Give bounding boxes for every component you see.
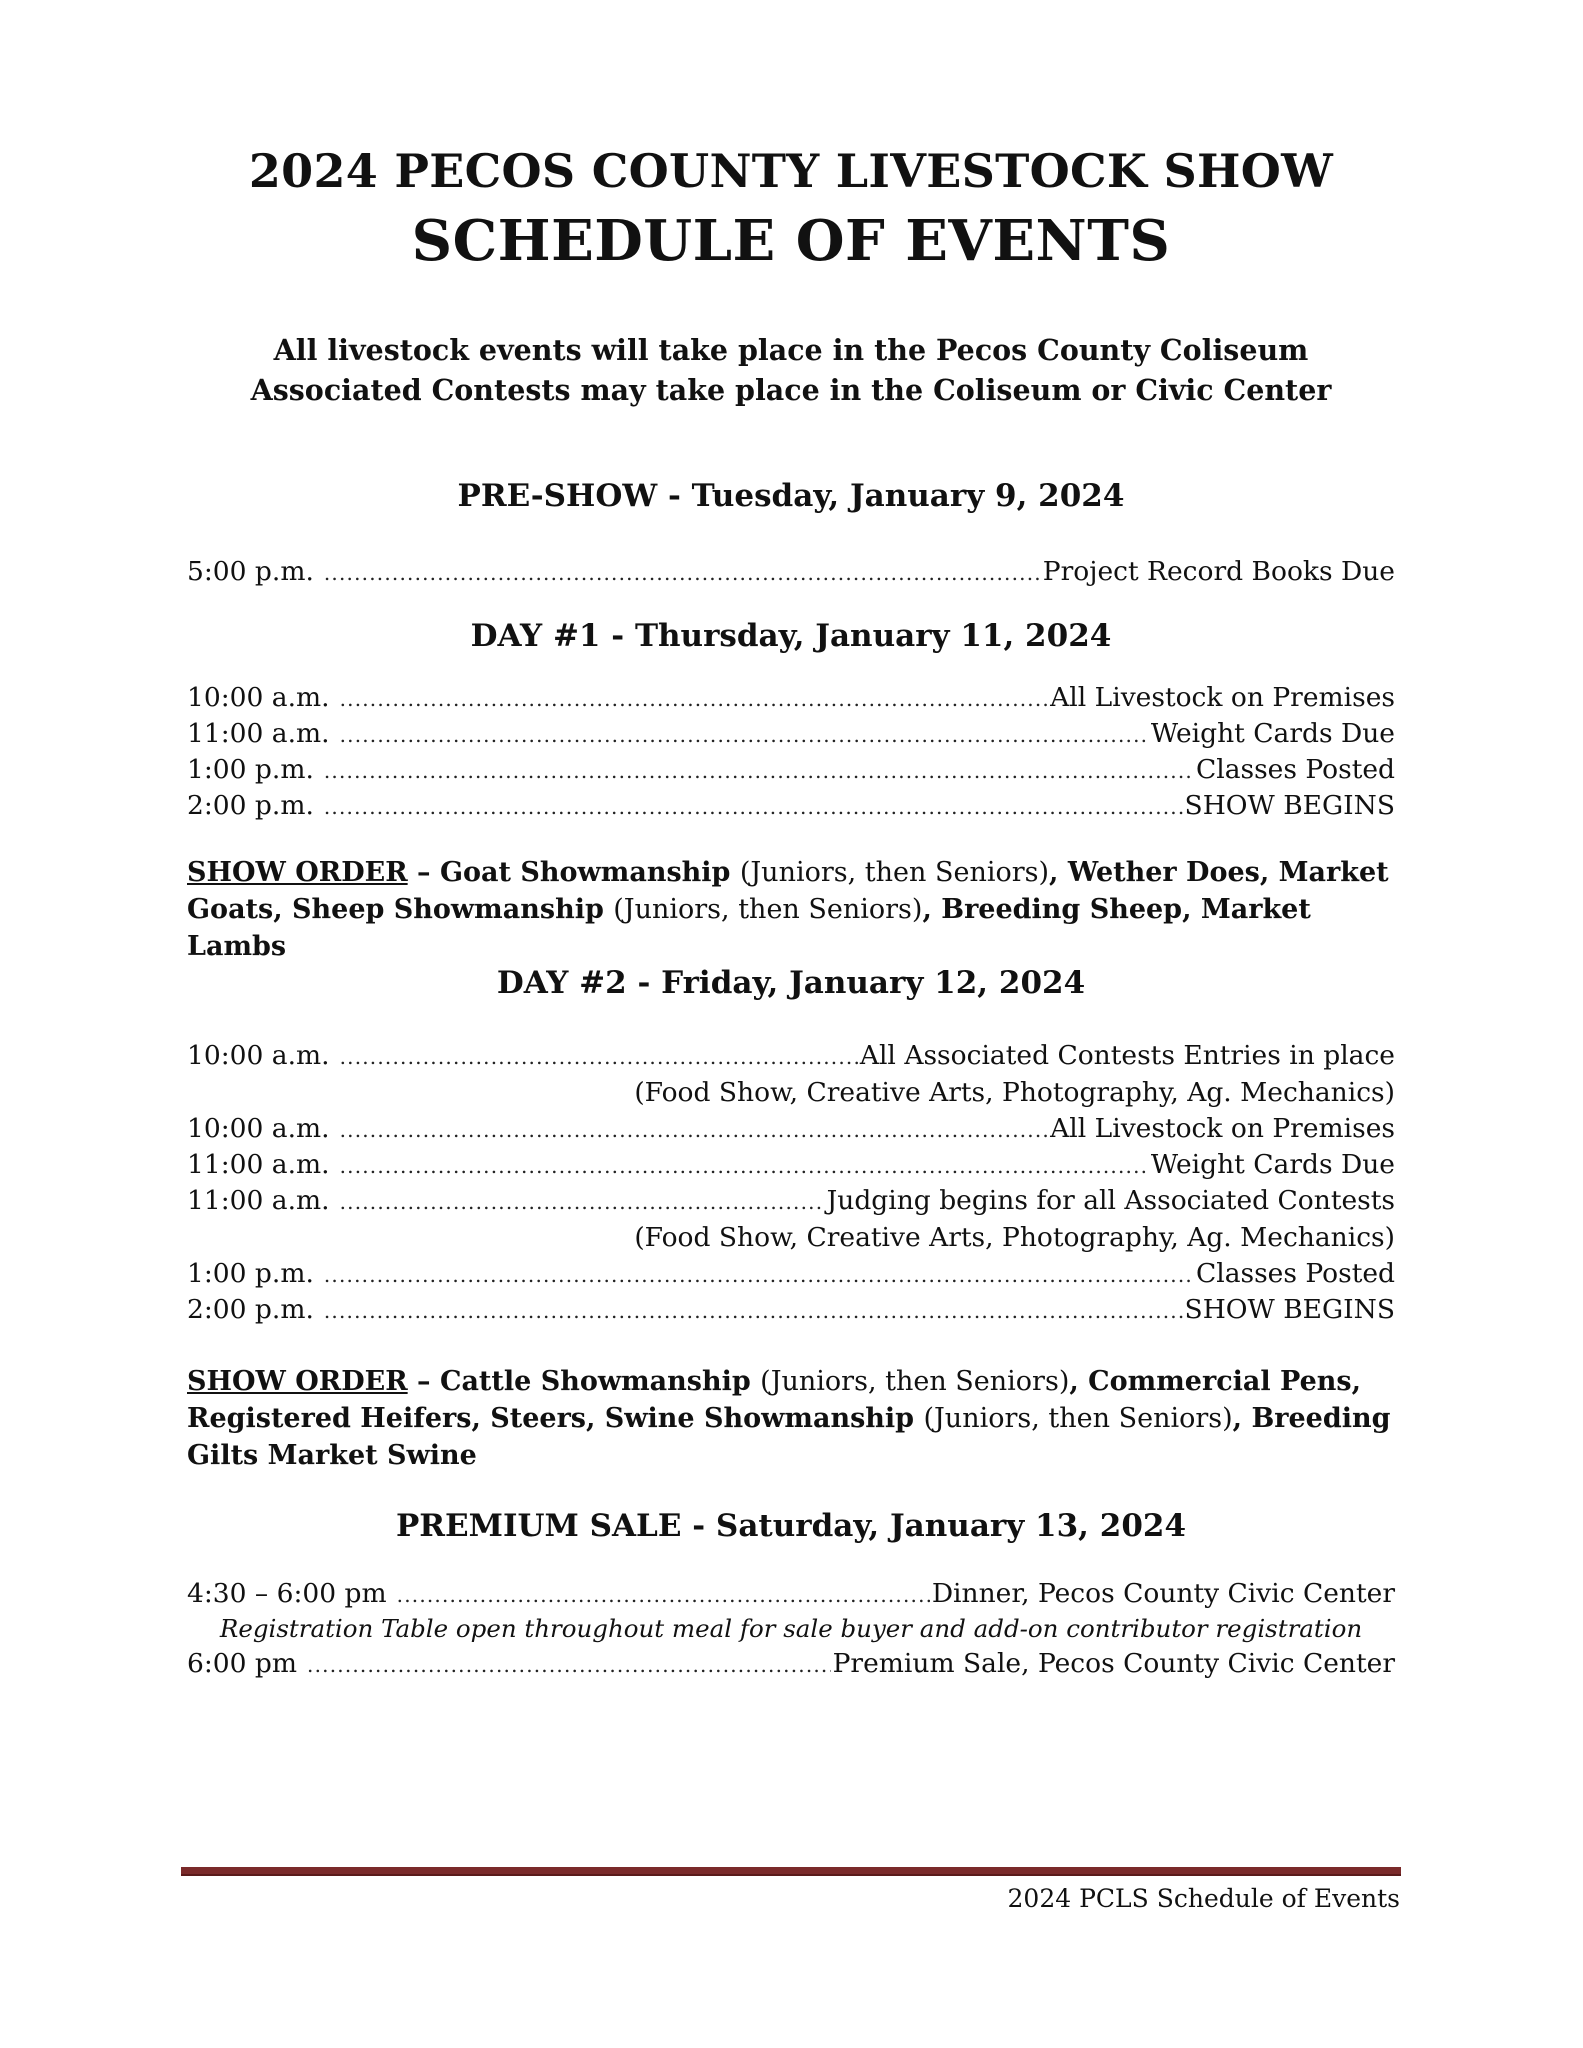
schedule-time: 4:30 – 6:00 pm [187,1578,387,1609]
contest-categories-note: (Food Show, Creative Arts, Photography, Ag. Mechanics) [634,1077,1395,1108]
schedule-time: 2:00 p.m. [187,1294,314,1325]
schedule-row [187,1578,1395,1612]
schedule-row [187,790,1395,824]
section-heading-preshow: PRE-SHOW - Tuesday, January 9, 2024 [457,478,1125,514]
footer-divider [181,1867,1401,1876]
schedule-time: 1:00 p.m. [187,1258,314,1289]
show-order-part: Cattle Showmanship [439,1366,761,1397]
schedule-time: 11:00 a.m. [187,1185,330,1216]
schedule-event: Project Record Books Due [1042,556,1395,587]
document-title: 2024 PECOS COUNTY LIVESTOCK SHOW [248,144,1334,198]
show-order-dash: – [407,857,440,888]
show-order-part: , Wether Does, Market Goats, Sheep Showmanship [187,857,1389,925]
dot-leader [307,1653,831,1677]
dot-leader [340,723,1149,747]
section-heading-day1: DAY #1 - Thursday, January 11, 2024 [470,618,1112,654]
schedule-time: 5:00 p.m. [187,556,314,587]
schedule-row [187,754,1395,788]
schedule-event: Judging begins for all Associated Contests [826,1185,1395,1216]
show-order-part: (Juniors, then Seniors) [760,1366,1070,1397]
schedule-row [187,1149,1395,1183]
location-note-contests: Associated Contests may take place in the Coliseum or Civic Center [250,373,1332,407]
schedule-event: Premium Sale, Pecos County Civic Center [832,1648,1395,1679]
schedule-event: All Associated Contests Entries in place [859,1040,1395,1071]
dot-leader [397,1583,930,1607]
dot-leader [340,1045,858,1069]
schedule-time: 11:00 a.m. [187,1149,330,1180]
show-order-part: Goat Showmanship [439,857,740,888]
schedule-time: 6:00 pm [187,1648,298,1679]
show-order-label: SHOW ORDER [187,1366,408,1397]
show-order-part: (Juniors, then Seniors) [739,857,1050,888]
location-note-livestock: All livestock events will take place in the Pecos County Coliseum [273,333,1309,367]
schedule-row [187,682,1395,716]
section-heading-day2: DAY #2 - Friday, January 12, 2024 [496,965,1086,1001]
dot-leader [340,687,1049,711]
dot-leader [340,1118,1049,1142]
show-order-part: (Juniors, then Seniors) [923,1403,1233,1434]
dot-leader [324,561,1041,585]
schedule-event: Classes Posted [1195,754,1395,785]
schedule-time: 10:00 a.m. [187,1113,330,1144]
schedule-row [187,1258,1395,1292]
schedule-time: 10:00 a.m. [187,682,330,713]
dot-leader [340,1190,825,1214]
schedule-event: All Livestock on Premises [1050,682,1395,713]
schedule-row [187,718,1395,752]
dot-leader [324,759,1194,783]
schedule-row [187,1040,1395,1074]
footer-label: 2024 PCLS Schedule of Events [1007,1884,1400,1913]
show-order-part: (Juniors, then Seniors) [613,894,923,925]
show-order-day2 [187,1363,1395,1474]
show-order-part: , Commercial Pens, Registered Heifers, Steers, Swine Showmanship [187,1366,1362,1434]
schedule-event: Dinner, Pecos County Civic Center [931,1578,1395,1609]
schedule-row [187,1294,1395,1328]
document-subtitle-heading: SCHEDULE OF EVENTS [411,208,1171,274]
schedule-event: SHOW BEGINS [1184,1294,1395,1325]
schedule-event: Classes Posted [1195,1258,1395,1289]
schedule-time: 11:00 a.m. [187,718,330,749]
schedule-time: 2:00 p.m. [187,790,314,821]
schedule-row [187,556,1395,590]
dot-leader [340,1154,1149,1178]
registration-note: Registration Table open throughout meal for sale buyer and add-on contributor registration [219,1614,1363,1643]
dot-leader [324,795,1183,819]
schedule-row [187,1185,1395,1219]
schedule-event: Weight Cards Due [1150,1149,1395,1180]
show-order-part: , Breeding Gilts Market Swine [187,1403,1391,1471]
show-order-label: SHOW ORDER [187,857,408,888]
schedule-event: All Livestock on Premises [1050,1113,1395,1144]
dot-leader [324,1263,1194,1287]
schedule-event: Weight Cards Due [1150,718,1395,749]
show-order-part: , Breeding Sheep, Market Lambs [187,894,1311,962]
schedule-row [187,1113,1395,1147]
schedule-time: 10:00 a.m. [187,1040,330,1071]
show-order-dash: – [407,1366,440,1397]
schedule-row [187,1648,1395,1682]
dot-leader [324,1299,1183,1323]
contest-categories-note: (Food Show, Creative Arts, Photography, Ag. Mechanics) [634,1222,1395,1253]
section-heading-premium-sale: PREMIUM SALE - Saturday, January 13, 2024 [395,1508,1187,1544]
schedule-time: 1:00 p.m. [187,754,314,785]
schedule-event: SHOW BEGINS [1184,790,1395,821]
show-order-day1 [187,854,1395,965]
